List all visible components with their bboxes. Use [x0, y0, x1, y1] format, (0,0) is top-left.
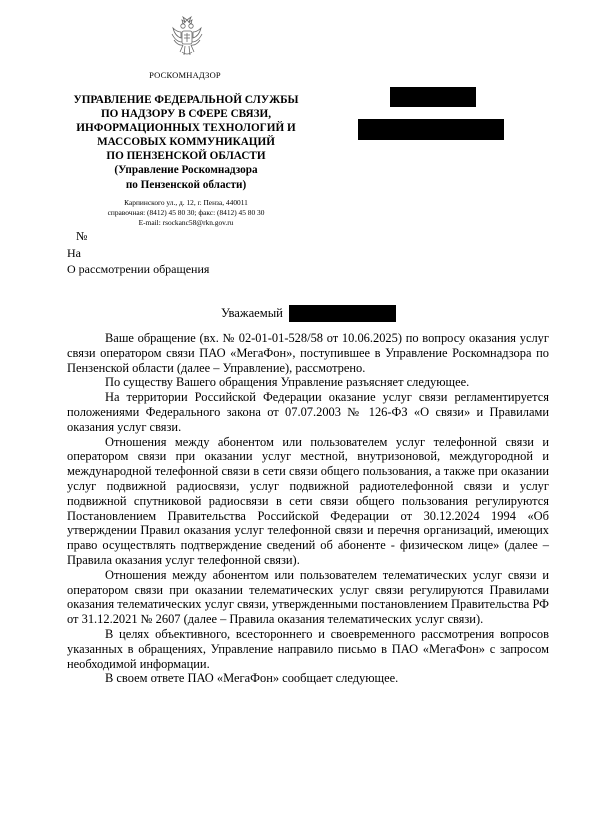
- paragraph: Отношения между абонентом или пользователем услуг телефонной связи и оператором связи при оказании услуг местной, внутризоновой, междугородной и международной телефонной связи в сети связи общего пользования, а также при оказании услуг подвижной радиосвязи, услуг подвижной радиотелефонной связи и услуг подвижной спутниковой радиосвязи в сети связи общего пользования регулируются Постановлением Правительства Российской Федерации от 30.12.2024 1994 «Об утверждении Правил оказания услуг телефонной связи и перечня организаций, имеющих право осуществлять подтверждение сведений об абоненте - физическом лице» (далее – Правила оказания услуг телефонной связи).: [67, 434, 549, 567]
- org-line: по Пензенской области): [125, 178, 247, 191]
- org-line: МАССОВЫХ КОММУНИКАЦИЙ: [97, 136, 275, 149]
- org-line: ИНФОРМАЦИОННЫХ ТЕХНОЛОГИЙ И: [76, 122, 296, 135]
- subject-line: О рассмотрении обращения: [67, 262, 210, 276]
- address: Карпинского ул., д. 12, г. Пенза, 440011: [124, 198, 248, 207]
- paragraph: Отношения между абонентом или пользователем телематических услуг связи и оператором связи при оказании телематических услуг связи регулируются Правилами оказания телематических услуг связи, утвержденными постановлением Правительства РФ от 31.12.2021 № 2607 (далее – Правила оказания телематических услуг связи).: [67, 567, 549, 627]
- paragraph: На территории Российской Федерации оказание услуг связи регламентируется положениями Федерального закона от 07.07.2003 № 126-ФЗ «О связи» и Правилами оказания услуг связи.: [67, 390, 549, 434]
- email: E-mail: rsockanc58@rkn.gov.ru: [138, 218, 234, 227]
- paragraph: По существу Вашего обращения Управление разъясняет следующее.: [105, 375, 470, 390]
- paragraph: В своем ответе ПАО «МегаФон» сообщает следующее.: [105, 671, 399, 686]
- paragraph: В целях объективного, всестороннего и своевременного рассмотрения вопросов указанных в обращениях, Управление направило письмо в ПАО «МегаФон» с запросом необходимой информации.: [67, 626, 549, 671]
- redacted-recipient-name: [390, 87, 476, 107]
- org-line: УПРАВЛЕНИЕ ФЕДЕРАЛЬНОЙ СЛУЖБЫ: [73, 94, 299, 106]
- paragraph: Ваше обращение (вх. № 02-01-01-528/58 от 10.06.2025) по вопросу оказания услуг связи оператором связи ПАО «МегаФон», поступившее в Управление Роскомнадзора по Пензенской области (далее – Управление), рассмотрено.: [67, 331, 549, 375]
- greeting: Уважаемый: [221, 306, 283, 320]
- organization-name: [52, 93, 320, 192]
- org-line: (Управление Роскомнадзора: [114, 164, 258, 177]
- org-line: ПО ПЕНЗЕНСКОЙ ОБЛАСТИ: [106, 150, 266, 163]
- redacted-addressee-name: [289, 305, 396, 322]
- redacted-recipient-address: [358, 119, 504, 140]
- org-line: ПО НАДЗОРУ В СФЕРЕ СВЯЗИ,: [100, 108, 272, 121]
- number-label: №: [76, 229, 88, 243]
- agency-short-name: РОСКОМНАДЗОР: [149, 70, 221, 80]
- contact-block: [52, 198, 320, 228]
- coat-of-arms-icon: [170, 14, 204, 60]
- letter-body: [67, 331, 549, 686]
- phone: справочная: (8412) 45 80 30; факс: (8412) 45 80 30: [107, 208, 265, 217]
- on-label: На: [67, 246, 81, 260]
